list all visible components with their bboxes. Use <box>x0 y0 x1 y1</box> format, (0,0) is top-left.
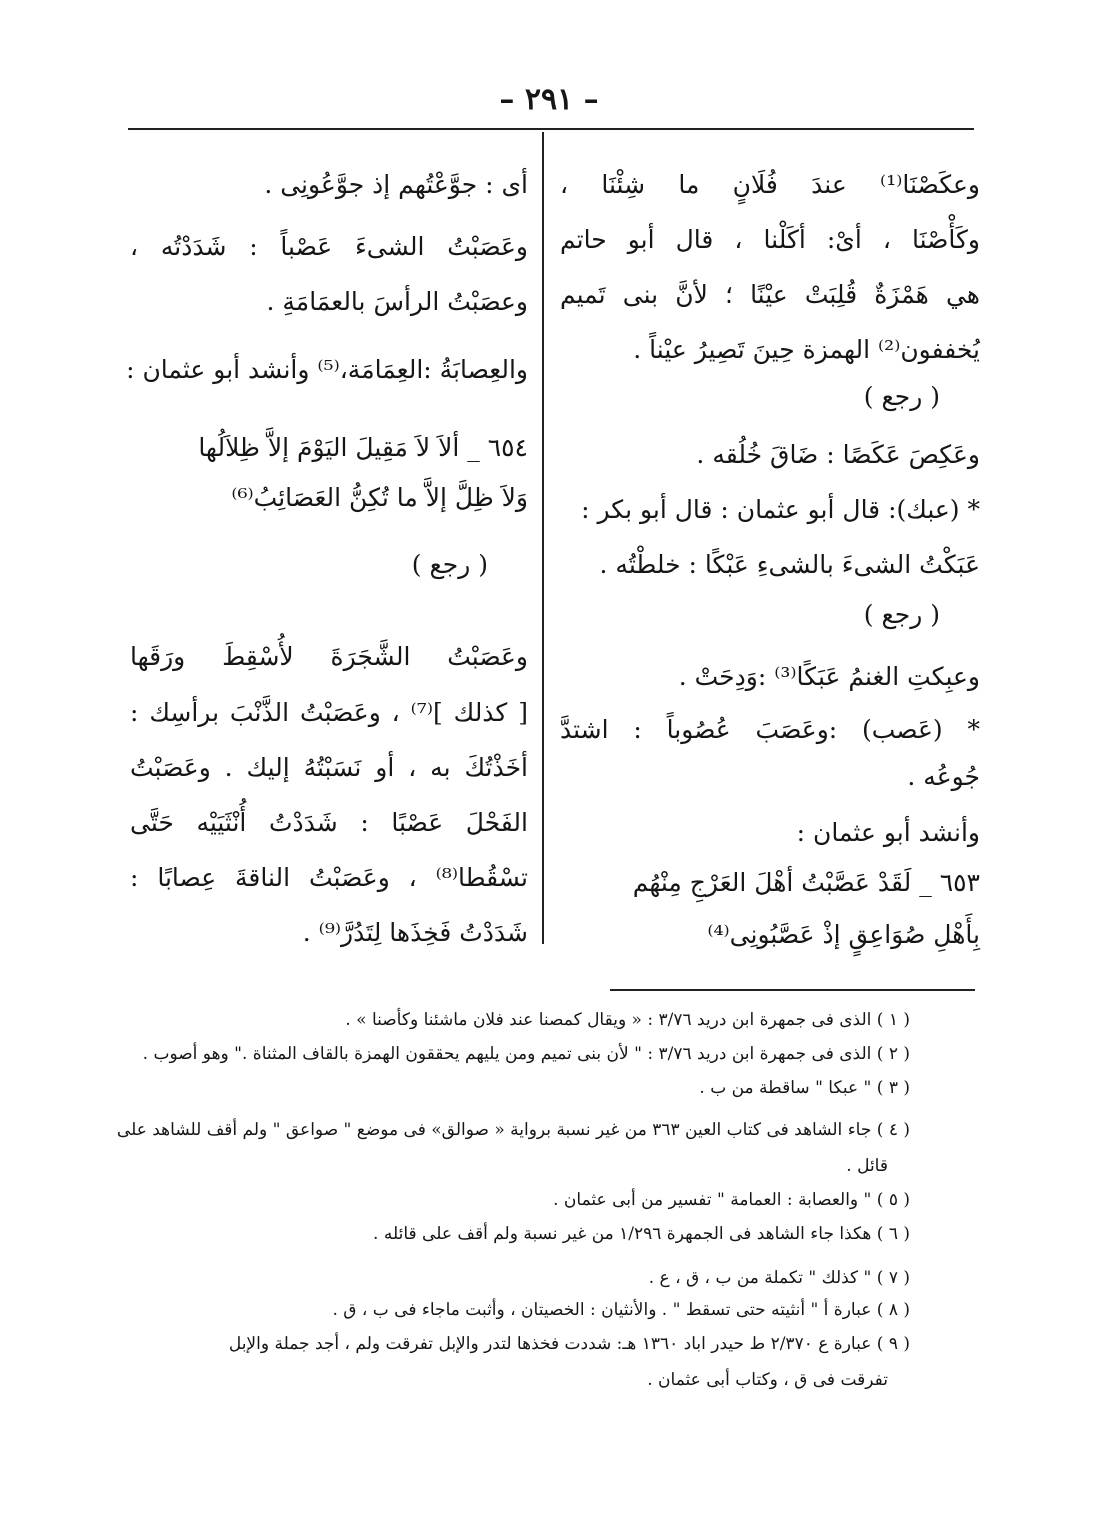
footnote: ( ٣ ) " عبكا " ساقطة من ب . <box>699 1078 910 1098</box>
text-line: شَدَدْتُ فَخِذَها لِتَدُرَّ⁽⁹⁾ . <box>302 918 528 947</box>
text-line: * (عبك): قال أبو عثمان : قال أبو بكر : <box>581 495 980 524</box>
text-line: ٦٥٤ _ ألاَ لاَ مَقِيلَ اليَوْمَ إلاَّ ظِلاَلُها <box>198 433 528 462</box>
footnote: ( ٥ ) " والعصابة : العمامة " تفسير من أبى عثمان . <box>553 1190 910 1210</box>
text-line: جُوعُه . <box>907 762 980 791</box>
text-line: أخَذْتُكَ به ، أو نَسَبْتُهُ إليك . وعَصَبْتُ <box>130 753 528 782</box>
text-line: [ كذلك ]⁽⁷⁾ ، وعَصَبْتُ الذَّنْبَ برأسِك : <box>130 698 528 727</box>
text-line: تسْقُطا⁽⁸⁾ ، وعَصَبْتُ الناقةَ عِصابًا : <box>130 863 528 892</box>
text-line: وعصَبْتُ الرأسَ بالعمَامَةِ . <box>266 287 528 316</box>
text-line: بِأَهْلِ صُوَاعِقٍ إذْ عَصَّبُونِى⁽⁴⁾ <box>707 920 980 949</box>
text-line: ( رجع ) <box>863 600 940 629</box>
footnote: قائل . <box>846 1156 888 1176</box>
text-line: هي هَمْزَةٌ قُلِبَتْ عيْنًا ؛ لأنَّ بنى تَميم <box>560 280 980 309</box>
text-line: وعَصَبْتُ الشىءَ عَصْباً : شَدَدْتُه ، <box>130 232 528 261</box>
text-line: وَلاَ ظِلَّ إلاَّ ما تُكِنُّ العَصَائِبُ⁽⁶⁾ <box>231 483 528 512</box>
footnote: ( ١ ) الذى فى جمهرة ابن دريد ٣/٧٦ : « ويقال كمصنا عند فلان ماشئنا وكأصنا » . <box>345 1010 910 1030</box>
text-line: عَبَكْتُ الشىءَ بالشىءِ عَبْكًا : خلطْتُه . <box>599 550 980 579</box>
footnote: ( ٦ ) هكذا جاء الشاهد فى الجمهرة ١/٢٩٦ من غير نسبة ولم أقف على قائله . <box>373 1224 910 1244</box>
text-line: الفَحْلَ عَصْبًا : شَدَدْتُ أُنْثَيَيْه حَتَّى <box>130 808 528 837</box>
text-line: وعَكِصَ عَكَصًا : ضَاقَ خُلُقه . <box>696 440 980 469</box>
footnote: ( ٧ ) " كذلك " تكملة من ب ، ق ، ع . <box>648 1268 910 1288</box>
footnote-rule <box>610 989 975 991</box>
footnote: ( ٨ ) عبارة أ " أنثيته حتى تسقط " . والأنثيان : الخصيتان ، وأثبت ماجاء فى ب ، ق . <box>332 1300 910 1320</box>
page-number: – ٢٩١ – <box>499 82 599 117</box>
column-divider <box>542 132 544 944</box>
text-line: أى : جوَّعْتُهم إذ جوَّعُونِى . <box>264 170 528 199</box>
text-line: ( رجع ) <box>863 382 940 411</box>
text-line: ( رجع ) <box>411 550 488 579</box>
text-line: والعِصابَةُ :العِمَامَة،⁽⁵⁾ وأنشد أبو عثمان : <box>126 355 528 384</box>
footnote: ( ٤ ) جاء الشاهد فى كتاب العين ٣٦٣ من غير نسبة برواية « صوالق» فى موضع " صواعق " ولم أقف للشاهد على <box>116 1120 910 1140</box>
text-line: وعبِكتِ الغنمُ عَبَكًا⁽³⁾ :وَدِحَتْ . <box>678 662 980 691</box>
footnote: ( ٩ ) عبارة ع ٢/٣٧٠ ط حيدر اباد ١٣٦٠ هـ: شددت فخذها لتدر والإبل تفرقت ولم ، أجد جملة والإبل <box>228 1334 910 1354</box>
text-line: وأنشد أبو عثمان : <box>796 818 980 847</box>
text-line: يُخففون⁽²⁾ الهمزة حِينَ تَصِيرُ عيْناً . <box>633 335 980 364</box>
text-line: ٦٥٣ _ لَقَدْ عَصَّبْتُ أهْلَ العَرْجِ مِنْهُم <box>632 868 980 897</box>
text-line: وعَصَبْتُ الشَّجَرَةَ لأُسْقِطَ ورَقَها <box>130 642 528 671</box>
footnote: تفرقت فى ق ، وكتاب أبى عثمان . <box>647 1370 888 1390</box>
footnote: ( ٢ ) الذى فى جمهرة ابن دريد ٣/٧٦ : " لأن بنى تميم ومن يليهم يحققون الهمزة بالقاف المثناة ." وهو أصوب . <box>142 1044 910 1064</box>
header-rule <box>128 128 974 130</box>
text-line: وعكَصْنَا⁽¹⁾ عندَ فُلَانٍ ما شِئْنَا ، <box>560 170 980 199</box>
text-line: * (عَصب) :وعَصَبَ عُصُوباً : اشتدَّ <box>560 715 980 744</box>
text-line: وكَأْصْنَا ، أىْ: أكَلْنا ، قال أبو حاتم <box>560 225 980 254</box>
